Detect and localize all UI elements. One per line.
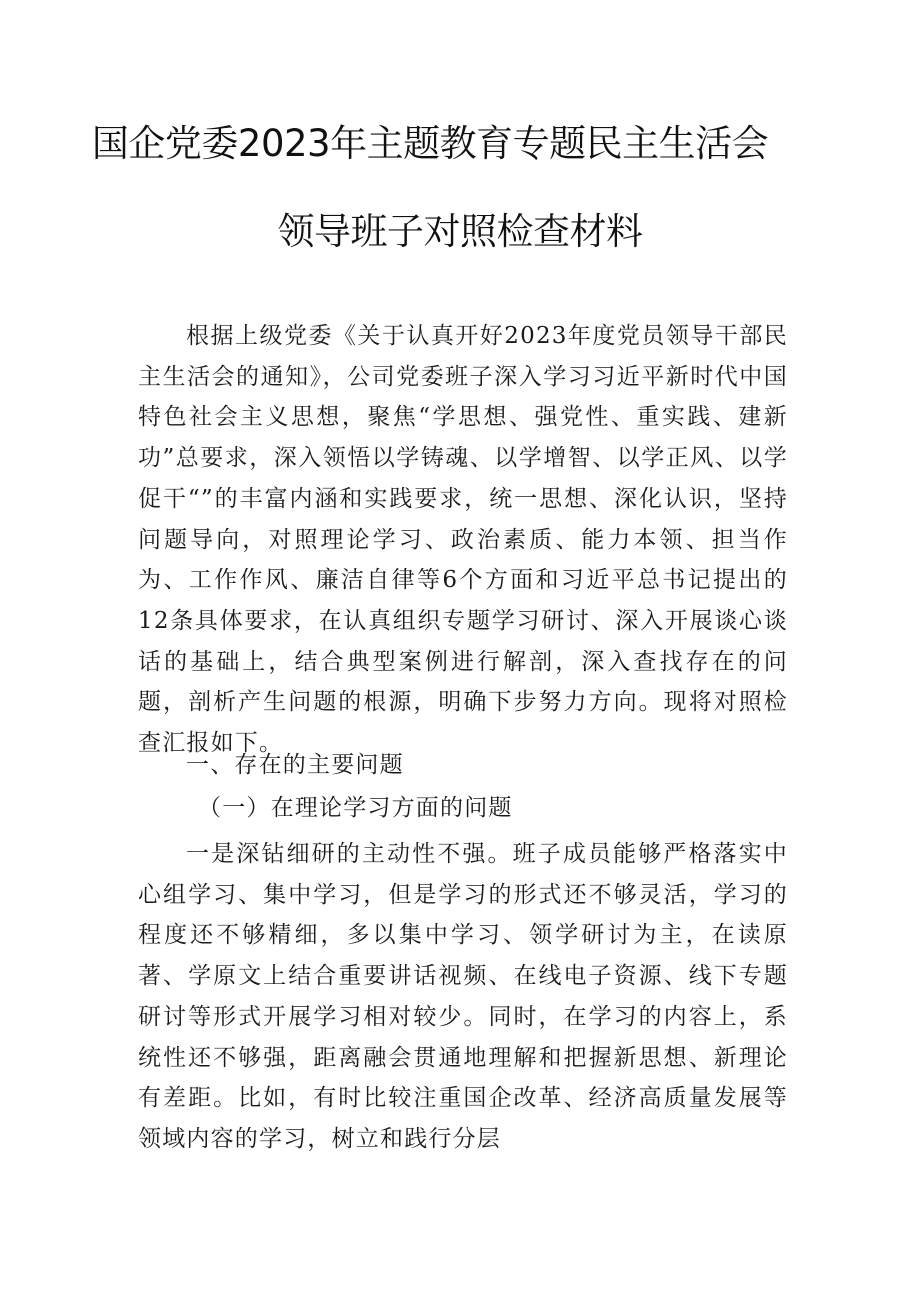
document-title-line-2: 领导班子对照检查材料 — [277, 210, 643, 253]
section-heading: 一、存在的主要问题 — [186, 752, 404, 778]
intro-paragraph: 根据上级党委《关于认真开好2023年度党员领导干部民主生活会的通知》，公司党委班子深入学习习近平新时代中国特色社会主义思想，聚焦“学思想、强党性、重实践、建新功”总要求，深入领悟以学铸魂、以学增智、以学正风、以学促干“”的丰富内涵和实践要求，统一思想、深化认识，坚持问题导向，对照理论学习、政治素质、能力本领、担当作为、工作作风、廉洁自律等6个方面和习近平总书记提出的12条具体要求，在认真组织专题学习研讨、深入开展谈心谈话的基础上，结合典型案例进行解剖，深入查找存在的问题，剖析产生问题的根源，明确下步努力方向。现将对照检查汇报如下。 — [138, 323, 788, 757]
subsection-heading: （一）在理论学习方面的问题 — [198, 795, 513, 821]
body-paragraph: 一是深钻细研的主动性不强。班子成员能够严格落实中心组学习、集中学习，但是学习的形式还不够灵活，学习的程度还不够精细，多以集中学习、领学研讨为主，在读原著、学原文上结合重要讲话视频、在线电子资源、线下专题研讨等形式开展学习相对较少。同时，在学习的内容上，系统性还不够强，距离融会贯通地理解和把握新思想、新理论有差距。比如，有时比较注重国企改革、经济高质量发展等领域内容的学习，树立和践行分层 — [138, 841, 788, 1152]
document-title-line-1: 国企党委2023年主题教育专题民主生活会 — [91, 122, 769, 165]
